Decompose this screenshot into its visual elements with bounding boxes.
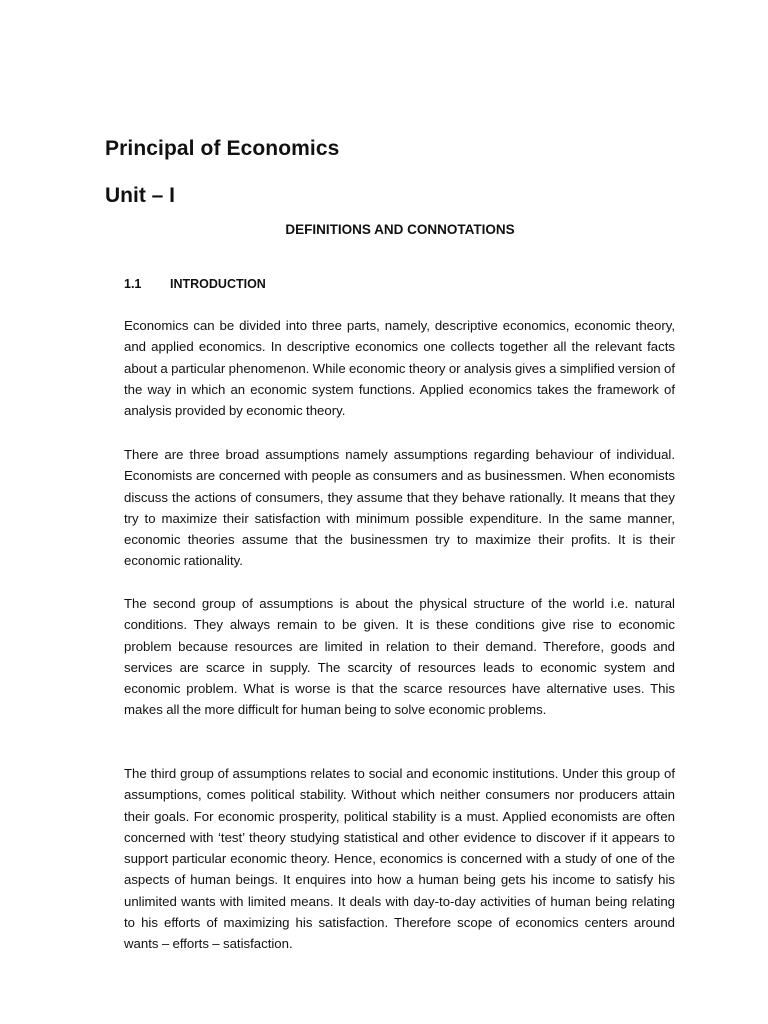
section-title: INTRODUCTION [170,277,266,291]
paragraph-institutional-assumptions: The third group of assumptions relates to social and economic institutions. Under this group of assumptions, comes political stability. Without which neither consumers nor producers attain their goals. For economic prosperity, political stability is a must. Applied economists are often concerned with ‘test’ theory studying statistical and other evidence to discover if it appears to support particular economic theory. Hence, economics is concerned with a study of one of the aspects of human beings. It enquires into how a human being gets his income to satisfy his unlimited wants with limited means. It deals with day-to-day activities of human being relating to his efforts of maximizing his satisfaction. Therefore scope of economics centers around wants – efforts – satisfaction. [124,766,675,952]
section-heading [124,277,266,291]
paragraph-physical-assumptions: The second group of assumptions is about the physical structure of the world i.e. natural conditions. They always remain to be given. It is these conditions give rise to economic problem because resources are limited in relation to their demand. Therefore, goods and services are scarce in supply. The scarcity of resources leads to economic system and economic problem. What is worse is that the scarce resources have alternative uses. This makes all the more difficult for human being to solve economic problems. [124,596,675,718]
section-number: 1.1 [124,277,142,291]
document-title: Principal of Economics [105,137,340,160]
paragraph-behaviour-assumptions: There are three broad assumptions namely assumptions regarding behaviour of individual. Economists are concerned with people as consumers and as businessmen. When economists discuss the actions of consumers, they assume that they behave rationally. It means that they try to maximize their satisfaction with minimum possible expenditure. In the same manner, economic theories assume that the businessmen try to maximize their profits. It is their economic rationality. [124,447,675,569]
unit-title: Unit – I [105,184,176,207]
paragraph-introduction: Economics can be divided into three parts, namely, descriptive economics, economic theory, and applied economics. In descriptive economics one collects together all the relevant facts about a particular phenomenon. While economic theory or analysis gives a simplified version of the way in which an economic system functions. Applied economics takes the framework of analysis provided by economic theory. [124,318,675,419]
chapter-heading: DEFINITIONS AND CONNOTATIONS [285,222,515,237]
